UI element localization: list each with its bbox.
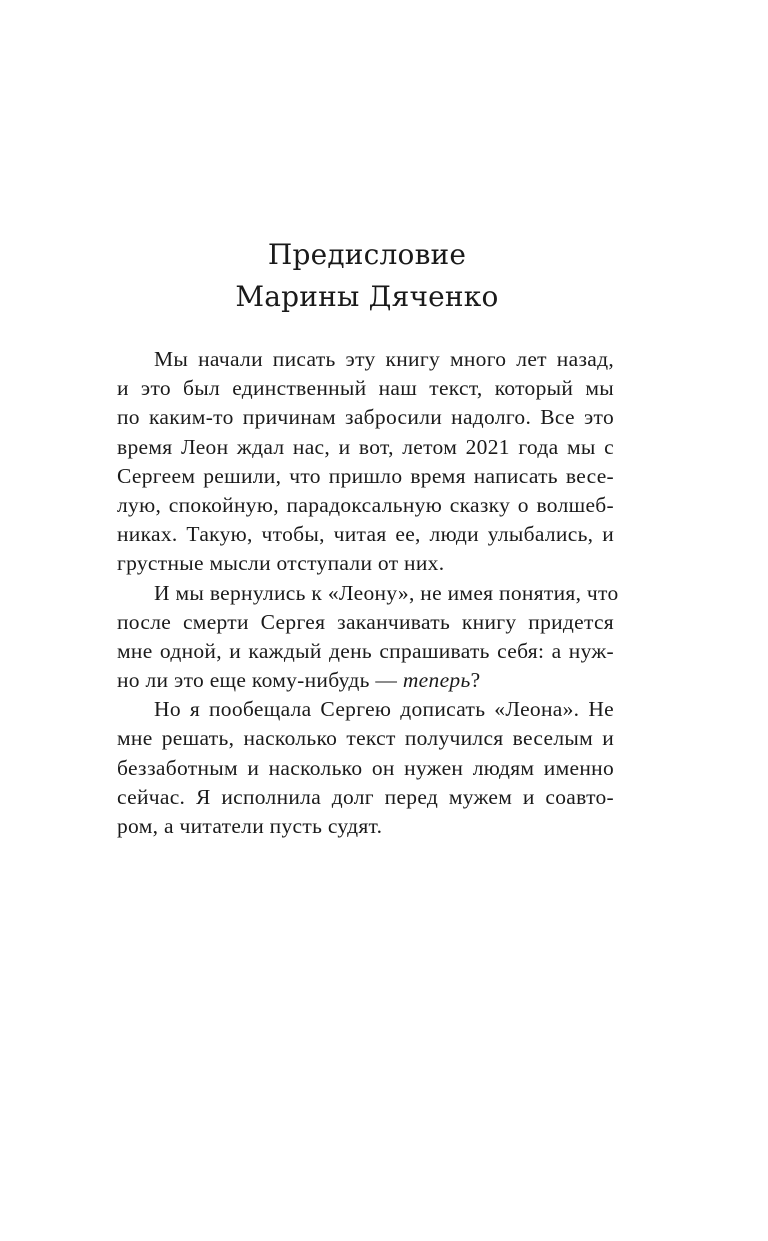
text-line: время Леон ждал нас, и вот, летом 2021 года мы с (117, 434, 614, 459)
chapter-heading (0, 234, 734, 318)
text-fragment: но ли это еще кому-нибудь — (117, 668, 403, 693)
text-line: после смерти Сергея заканчивать книгу придется (117, 609, 614, 634)
italic-word: теперь (402, 668, 471, 693)
text-line: грустные мысли отступали от них. (117, 551, 445, 576)
text-line: мне одной, и каждый день спрашивать себя: а нуж- (117, 638, 614, 663)
text-line: мне решать, насколько текст получился веселым и (117, 726, 614, 751)
text-line: Мы начали писать эту книгу много лет назад, (154, 347, 614, 371)
paragraph-3 (117, 695, 614, 841)
text-line: никах. Такую, чтобы, читая ее, люди улыбались, и (117, 522, 614, 547)
text-line: Но я пообещала Сергею дописать «Леона». Не (154, 697, 614, 722)
text-line: И мы вернулись к «Леону», не имея понятия, что (154, 580, 619, 605)
preface-text (117, 345, 619, 841)
text-line: по каким-то причинам забросили надолго. Все это (117, 405, 614, 430)
paragraph-1 (117, 345, 614, 579)
text-line: лую, спокойную, парадоксальную сказку о волшеб- (117, 492, 614, 517)
heading-line-2: Марины Дяченко (235, 280, 499, 313)
text-line (117, 666, 614, 695)
text-line: ром, а читатели пусть судят. (117, 814, 383, 838)
text-line: и это был единственный наш текст, который мы (117, 376, 614, 401)
text-fragment: ? (470, 668, 481, 693)
text-line: беззаботным и насколько он нужен людям именно (117, 755, 614, 780)
text-line: Сергеем решили, что пришло время написать весе- (117, 463, 614, 488)
text-line: сейчас. Я исполнила долг перед мужем и соавто- (117, 784, 614, 809)
heading-line-1: Предисловие (267, 238, 467, 271)
paragraph-2 (117, 579, 619, 696)
